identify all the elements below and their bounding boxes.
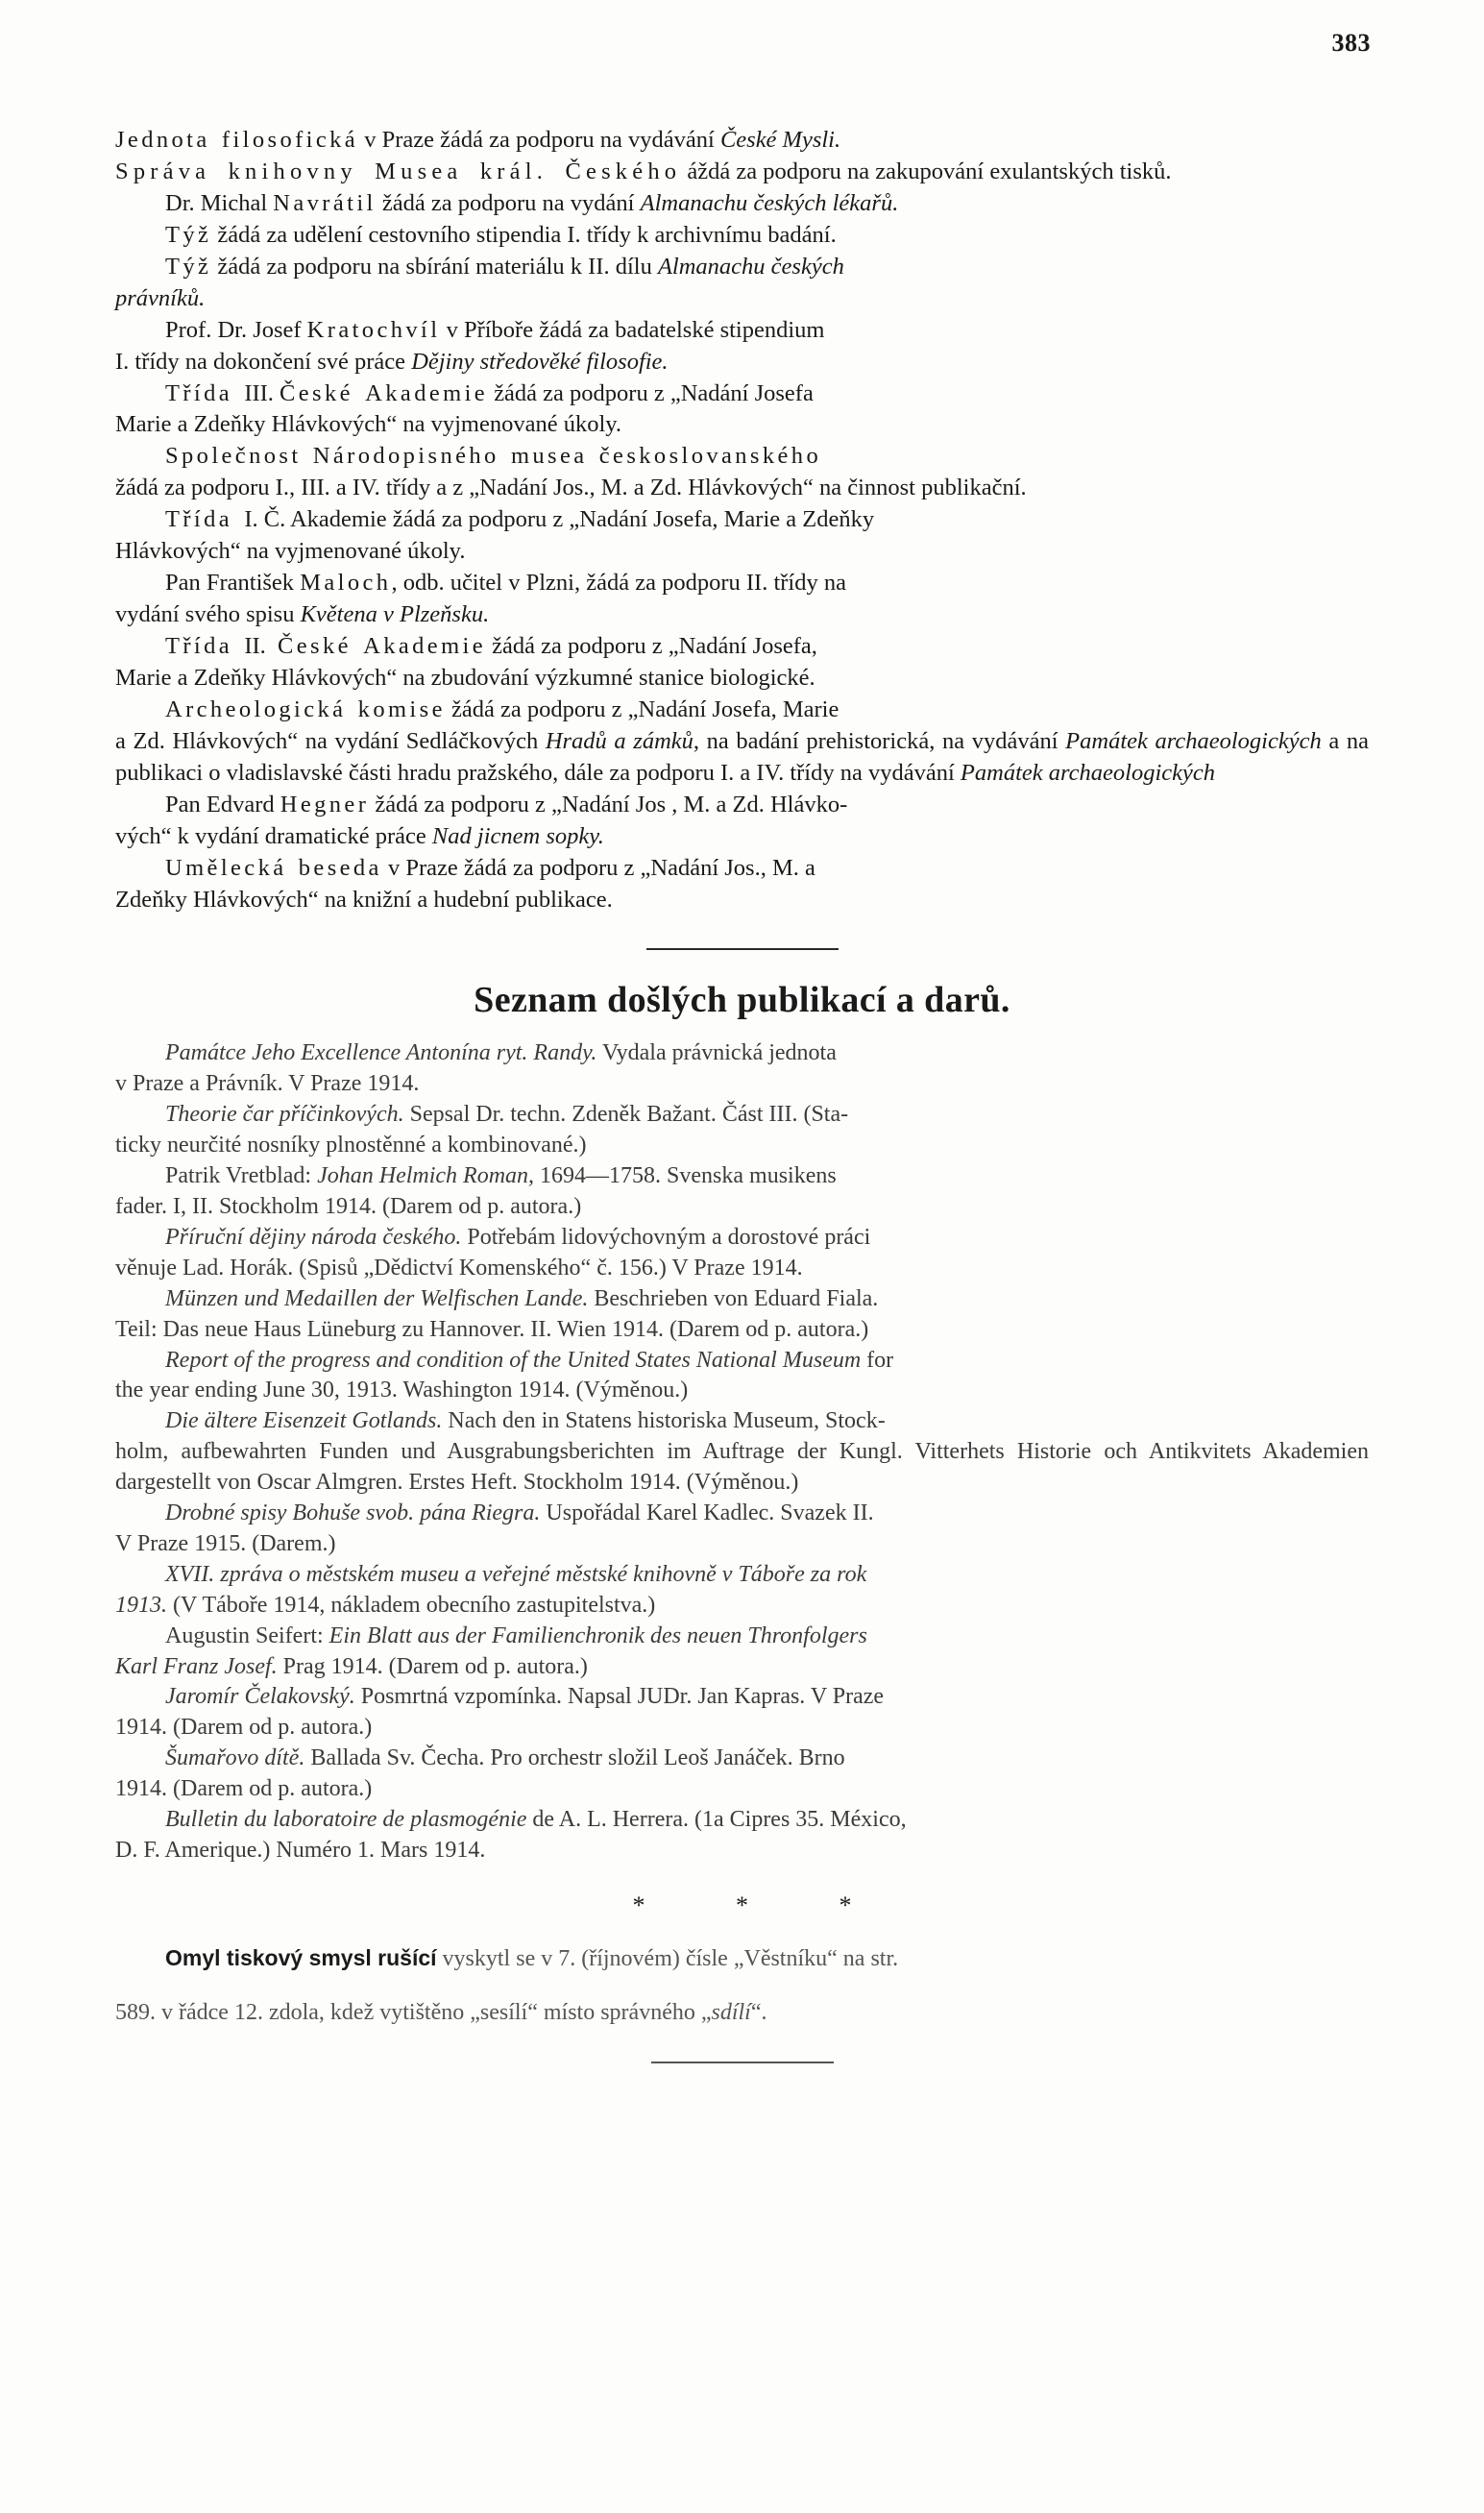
publication-entry-cont: V Praze 1915. (Darem.) bbox=[115, 1530, 336, 1556]
report-paragraph: Týž žádá za udělení cestovního stipendia I. třídy k archivnímu badání. bbox=[165, 221, 837, 248]
report-paragraph: Dr. Michal Navrátil žádá za podporu na vydání Almanachu českých lékařů. bbox=[165, 189, 899, 216]
report-paragraph-cont: Zdeňky Hlávkových“ na knižní a hudební publikace. bbox=[115, 886, 613, 913]
report-paragraph: Společnost Národopisného musea českoslovanského bbox=[165, 443, 822, 470]
report-paragraph-cont: Marie a Zdeňky Hlávkových“ na vyjmenované úkoly. bbox=[115, 411, 622, 438]
report-paragraph: Umělecká beseda v Praze žádá za podporu z „Nadání Jos., M. a bbox=[165, 854, 815, 881]
report-paragraph-cont: vydání svého spisu Květena v Plzeňsku. bbox=[115, 601, 490, 628]
report-paragraph: Prof. Dr. Josef Kratochvíl v Příboře žádá za badatelské stipendium bbox=[165, 316, 825, 343]
publication-entry-cont: Karl Franz Josef. Prag 1914. (Darem od p. autora.) bbox=[115, 1653, 588, 1679]
publication-entry-cont: 1914. (Darem od p. autora.) bbox=[115, 1715, 373, 1741]
publication-entry-cont: v Praze a Právník. V Praze 1914. bbox=[115, 1071, 420, 1097]
publication-entry-cont: holm, aufbewahrten Funden und Ausgrabungsberichten im Auftrage der Kungl. Vitterhets Historie och Antikvitets Akademien dargestellt von Oscar Almgren. Erstes Heft. Stockholm 1914. (Výměnou.) bbox=[115, 1439, 1369, 1496]
publication-entry: Report of the progress and condition of the United States National Museum for bbox=[165, 1347, 894, 1373]
report-paragraph: Týž žádá za podporu na sbírání materiálu k II. dílu Almanachu českých bbox=[165, 253, 844, 280]
errata-text: vyskytl se v 7. (říjnovém) čísle „Věstníku“ na str. bbox=[442, 1945, 899, 1971]
publication-entry-cont: fader. I, II. Stockholm 1914. (Darem od p. autora.) bbox=[115, 1193, 582, 1219]
publication-entry-cont: věnuje Lad. Horák. (Spisů „Dědictví Komenského“ č. 156.) V Praze 1914. bbox=[115, 1255, 803, 1281]
publication-entry-cont: 1914. (Darem od p. autora.) bbox=[115, 1776, 373, 1802]
report-paragraph-cont: vých“ k vydání dramatické práce Nad jicnem sopky. bbox=[115, 822, 604, 849]
publication-entry-cont: Teil: Das neue Haus Lüneburg zu Hannover. II. Wien 1914. (Darem od p. autora.) bbox=[115, 1316, 869, 1342]
publication-entry: Jaromír Čelakovský. Posmrtná vzpomínka. Napsal JUDr. Jan Kapras. V Praze bbox=[165, 1684, 885, 1710]
report-paragraph-cont: Hlávkových“ na vyjmenované úkoly. bbox=[115, 538, 466, 565]
star-divider: * * * bbox=[632, 1891, 894, 1919]
errata-lead: Omyl tiskový smysl rušící bbox=[165, 1944, 437, 1970]
report-paragraph: Pan František Maloch, odb. učitel v Plzni, žádá za podporu II. třídy na bbox=[165, 570, 846, 597]
report-paragraph: Třída I. Č. Akademie žádá za podporu z „Nadání Josefa, Marie a Zdeňky bbox=[165, 506, 875, 533]
report-paragraph-cont: a Zd. Hlávkových“ na vydání Sedláčkových Hradů a zámků, na badání prehistorická, na vydávání Památek archaeologických a na publikaci o vladislavské části hradu pražského, dále za podporu I. a IV. třídy na vydávání Památek archaeologických bbox=[115, 727, 1369, 786]
publication-entry: XVII. zpráva o městském museu a veřejné městské knihovně v Táboře za rok bbox=[165, 1561, 867, 1587]
report-paragraph-cont: Marie a Zdeňky Hlávkových“ na zbudování výzkumné stanice biologické. bbox=[115, 664, 815, 691]
report-paragraph: Třída II. České Akademie žádá za podporu z „Nadání Josefa, bbox=[165, 633, 817, 659]
errata-line-cont: 589. v řádce 12. zdola, kdež vytištěno „sesílí“ místo správného „sdílí“. bbox=[115, 1999, 767, 2025]
publication-entry: Bulletin du laboratoire de plasmogénie de A. L. Herrera. (1a Cipres 35. México, bbox=[165, 1807, 907, 1833]
publication-entry: Drobné spisy Bohuše svob. pána Riegra. Uspořádal Karel Kadlec. Svazek II. bbox=[165, 1500, 874, 1526]
bottom-divider bbox=[651, 2062, 834, 2063]
publication-entry-cont: 1913. (V Táboře 1914, nákladem obecního zastupitelstva.) bbox=[115, 1592, 656, 1618]
errata-note bbox=[115, 1943, 1369, 2029]
publication-entry: Augustin Seifert: Ein Blatt aus der Familienchronik des neuen Thronfolgers bbox=[165, 1622, 867, 1648]
publication-entry: Památce Jeho Excellence Antonína ryt. Randy. Vydala právnická jednota bbox=[165, 1040, 837, 1066]
publications-list bbox=[115, 1038, 1369, 1866]
publication-entry: Theorie čar příčinkových. Sepsal Dr. techn. Zdeněk Bažant. Část III. (Sta- bbox=[165, 1102, 849, 1128]
publication-entry: Die ältere Eisenzeit Gotlands. Nach den in Statens historiska Museum, Stock- bbox=[165, 1408, 886, 1434]
report-paragraph: Archeologická komise žádá za podporu z „Nadání Josefa, Marie bbox=[165, 695, 839, 722]
report-paragraph: Třída III. České Akademie žádá za podporu z „Nadání Josefa bbox=[165, 379, 814, 406]
report-section bbox=[115, 125, 1369, 915]
report-paragraph-cont: žádá za podporu I., III. a IV. třídy a z „Nadání Jos., M. a Zd. Hlávkových“ na činnost publikační. bbox=[115, 475, 1027, 501]
errata-line bbox=[115, 1943, 1369, 1975]
publication-entry-cont: ticky neurčité nosníky plnostěnné a kombinované.) bbox=[115, 1133, 587, 1159]
publication-entry: Šumařovo dítě. Ballada Sv. Čecha. Pro orchestr složil Leoš Janáček. Brno bbox=[165, 1745, 845, 1771]
report-paragraph: Pan Edvard Hegner žádá za podporu z „Nadání Jos , M. a Zd. Hlávko- bbox=[165, 791, 848, 817]
publication-entry-cont: the year ending June 30, 1913. Washington 1914. (Výměnou.) bbox=[115, 1378, 689, 1403]
report-paragraph: Jednota filosofická v Praze žádá za podporu na vydávání České Mysli. Správa knihovny Musea král. Českého áždá za podporu na zakupování exulantských tisků. bbox=[115, 127, 1172, 184]
publication-entry-cont: D. F. Amerique.) Numéro 1. Mars 1914. bbox=[115, 1838, 486, 1863]
page-number: 383 bbox=[1331, 29, 1371, 57]
publications-title: Seznam došlých publikací a darů. bbox=[474, 980, 1010, 1021]
section-divider bbox=[646, 948, 839, 950]
publication-entry: Příruční dějiny národa českého. Potřebám lidovýchovným a dorostové práci bbox=[165, 1224, 871, 1250]
report-paragraph-cont: právníků. bbox=[115, 284, 206, 311]
publication-entry: Münzen und Medaillen der Welfischen Lande. Beschrieben von Eduard Fiala. bbox=[165, 1285, 879, 1311]
publication-entry: Patrik Vretblad: Johan Helmich Roman, 1694—1758. Svenska musikens bbox=[165, 1163, 837, 1189]
report-paragraph-cont: I. třídy na dokončení své práce Dějiny středověké filosofie. bbox=[115, 348, 669, 375]
